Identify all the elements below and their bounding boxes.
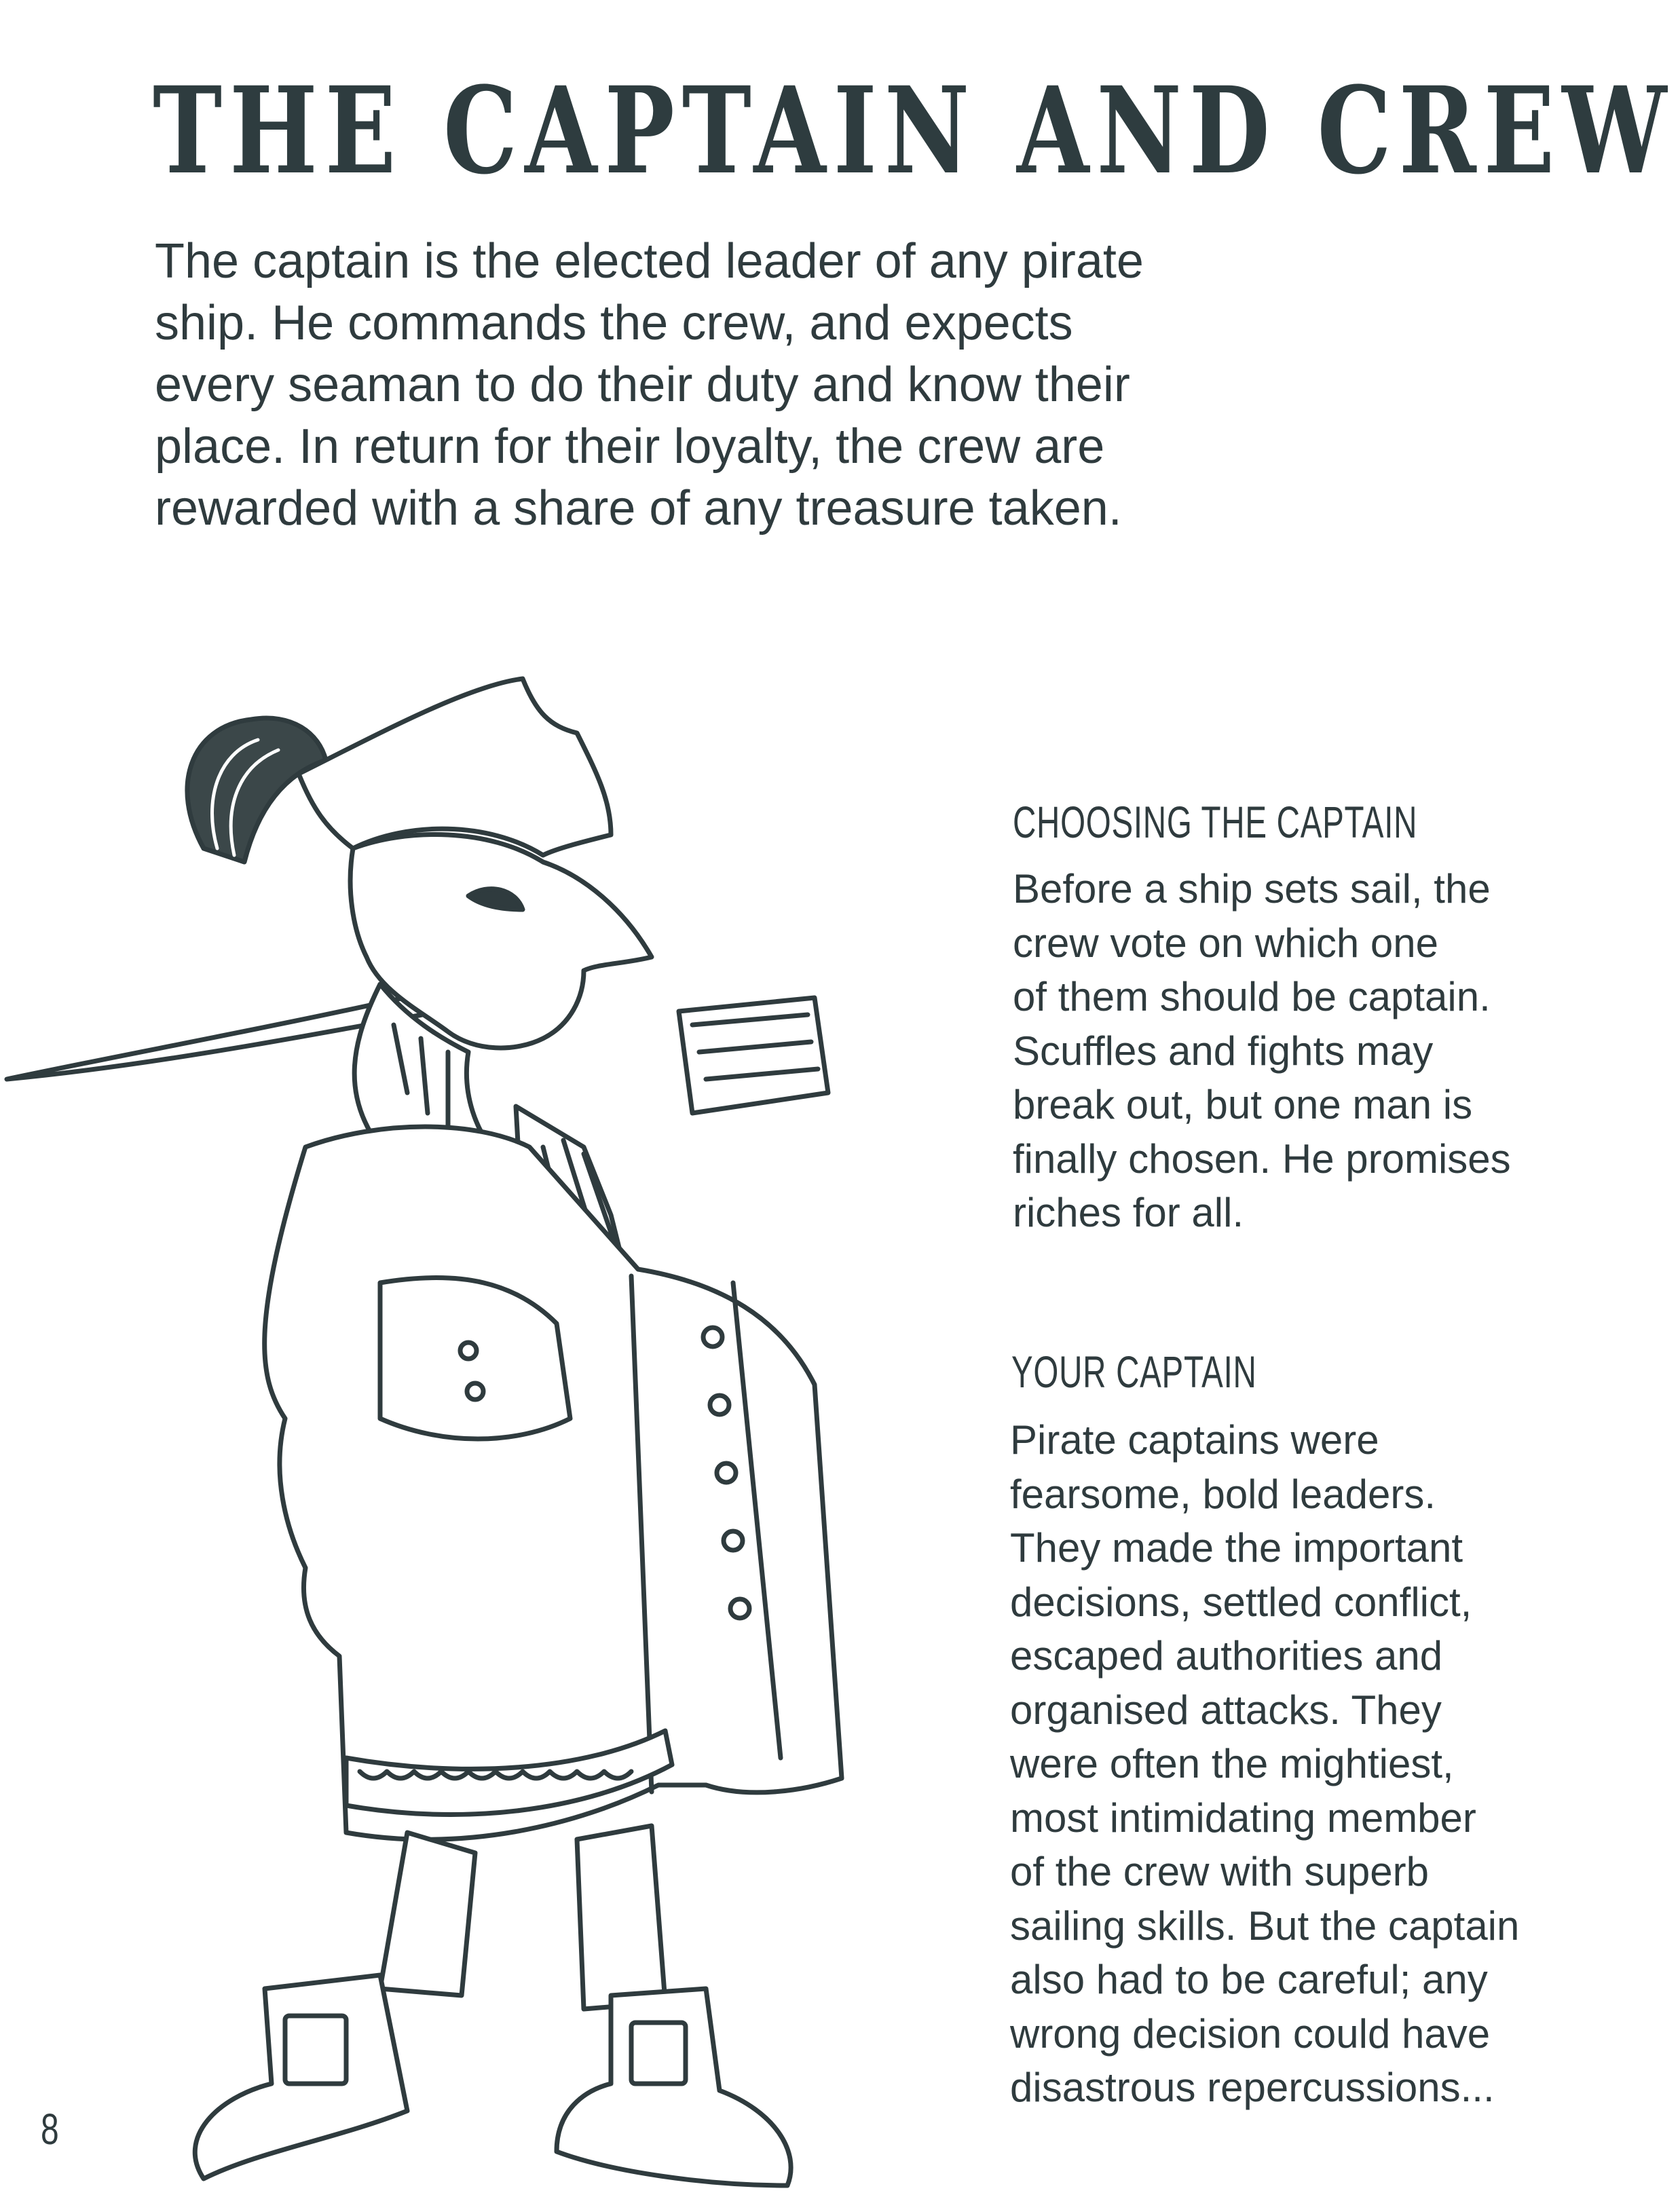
section-heading-choosing-captain: CHOOSING THE CAPTAIN <box>1013 797 1418 847</box>
page-title: THE CAPTAIN AND CREW <box>153 60 1675 201</box>
pirate-captain-illustration <box>0 672 964 2195</box>
body-line: Before a ship sets sail, the <box>1013 866 1491 912</box>
body-line: riches for all. <box>1013 1190 1244 1235</box>
body-line: most intimidating member <box>1010 1795 1476 1841</box>
body-line: fearsome, bold leaders. <box>1010 1471 1436 1517</box>
intro-paragraph <box>155 231 1254 540</box>
body-line: finally chosen. He promises <box>1013 1136 1511 1182</box>
intro-line: place. In return for their loyalty, the crew are <box>155 419 1105 474</box>
intro-line: rewarded with a share of any treasure taken. <box>155 481 1122 536</box>
body-line: break out, but one man is <box>1013 1082 1473 1127</box>
section-body-choosing-captain <box>1013 862 1511 1240</box>
body-line: disastrous repercussions... <box>1010 2065 1495 2110</box>
intro-line: every seaman to do their duty and know their <box>155 358 1130 412</box>
body-line: escaped authorities and <box>1010 1633 1443 1678</box>
body-line: Pirate captains were <box>1010 1417 1379 1463</box>
body-line: wrong decision could have <box>1010 2010 1491 2057</box>
intro-line: The captain is the elected leader of any pirate <box>155 234 1144 288</box>
body-line: organised attacks. They <box>1010 1687 1442 1733</box>
page-number: 8 <box>41 2105 59 2154</box>
body-line: also had to be careful; any <box>1010 1957 1488 2002</box>
body-line: decisions, settled conflict, <box>1010 1579 1472 1625</box>
body-line: were often the mightiest, <box>1010 1741 1454 1786</box>
intro-line: ship. He commands the crew, and expects <box>155 296 1073 350</box>
body-line: of the crew with superb <box>1010 1849 1429 1894</box>
section-heading-your-captain: YOUR CAPTAIN <box>1011 1347 1257 1397</box>
body-line: They made the important <box>1010 1525 1463 1571</box>
body-line: sailing skills. But the captain <box>1010 1902 1520 1949</box>
body-line: Scuffles and fights may <box>1013 1028 1434 1074</box>
body-line: of them should be captain. <box>1013 974 1491 1019</box>
body-line: crew vote on which one <box>1013 920 1439 966</box>
section-body-your-captain <box>1010 1413 1519 2115</box>
